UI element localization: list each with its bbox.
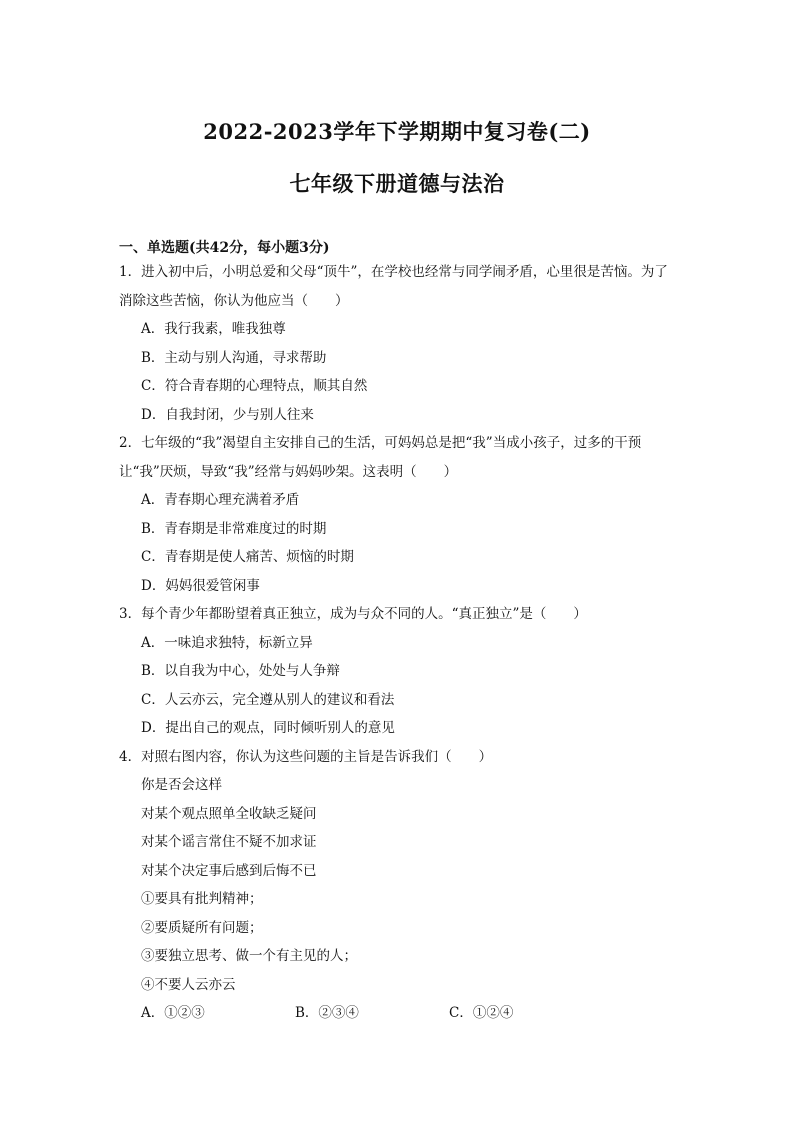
option-d: D．自我封闭，少与别人往来 [141,406,314,423]
page-subtitle: 七年级下册道德与法治 [289,171,505,196]
statement-1: ①要具有批判精神； [141,891,263,907]
exam-content [119,238,679,1028]
figure-line: 对某个观点照单全收缺乏疑问 [141,805,317,822]
question-stem: 2．七年级的“我”渴望自主安排自己的生活，可妈妈总是把“我”当成小孩子，过多的干预让“我”厌烦，导致“我”经常与妈妈吵架。这表明（ ） [119,435,642,480]
option-b: B．主动与别人沟通，寻求帮助 [141,349,327,366]
option-c: C．符合青春期的心理特点，顺其自然 [141,378,368,394]
statement-4: ④不要人云亦云 [141,976,236,993]
option-c: C．人云亦云，完全遵从别人的建议和看法 [141,691,395,708]
statement-2: ②要质疑所有问题； [141,919,263,936]
option-a: A．我行我素，唯我独尊 [141,321,286,337]
option-d: D．妈妈很爱管闲事 [141,577,260,594]
question-4 [119,743,679,1028]
option-c: C．青春期是使人痛苦、烦恼的时期 [141,549,354,565]
option-b: B．以自我为中心，处处与人争辩 [141,663,340,679]
question-stem: 4．对照右图内容，你认为这些问题的主旨是告诉我们（ ） [119,748,493,765]
option-b: B．青春期是非常难度过的时期 [141,520,327,537]
figure-line: 对某个决定事后感到后悔不已 [141,862,317,879]
option-a: A．青春期心理充满着矛盾 [141,492,300,508]
figure-line: 你是否会这样 [141,777,222,793]
options-row [119,999,679,1028]
page-title: 2022-2023学年下学期期中复习卷(二) [203,119,591,144]
question-stem: 1．进入初中后，小明总爱和父母“顶牛”，在学校也经常与同学闹矛盾，心里很是苦恼。为了消除这些苦恼，你认为他应当（ ） [119,264,668,309]
option-d: D．提出自己的观点，同时倾听别人的意见 [141,720,395,736]
figure-line: 对某个谣言常住不疑不加求证 [141,834,317,850]
option-b: B．②③④ [295,1005,359,1021]
option-a: A．①②③ [141,1005,205,1021]
question-1 [119,258,679,429]
question-2 [119,429,679,600]
option-c: C．①②④ [449,1005,514,1021]
option-a: A．一味追求独特，标新立异 [141,634,313,651]
question-3 [119,600,679,743]
statement-3: ③要独立思考、做一个有主见的人； [141,948,357,964]
question-stem: 3．每个青少年都盼望着真正独立，成为与众不同的人。“真正独立”是（ ） [119,606,587,622]
section-heading: 一、单选题(共42分，每小题3分) [119,240,330,256]
